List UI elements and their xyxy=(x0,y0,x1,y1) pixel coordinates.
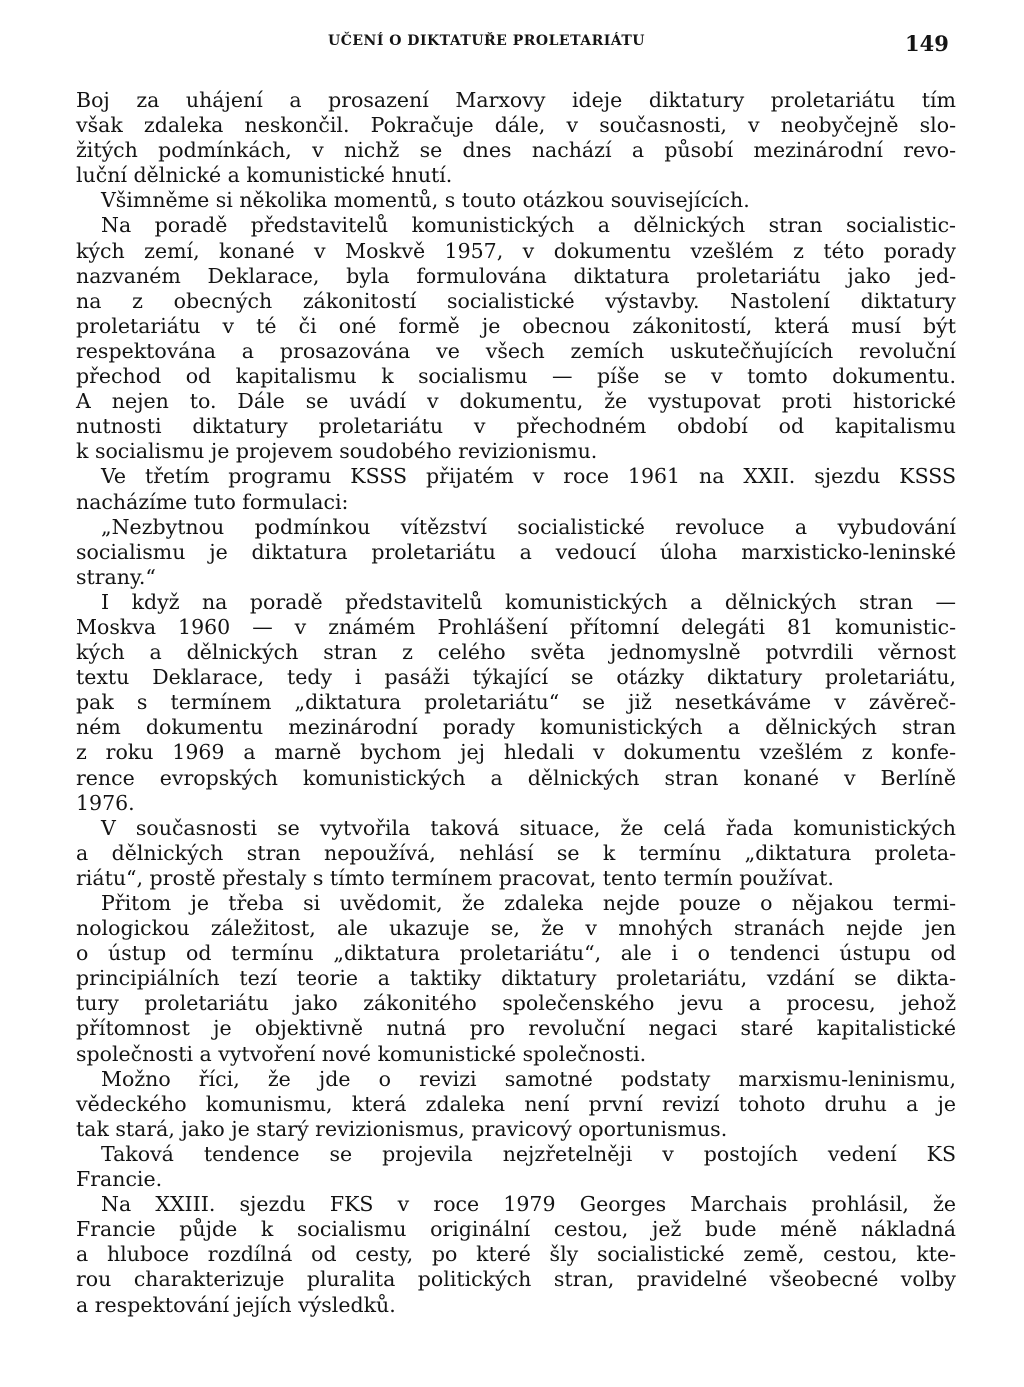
text-line: nutnosti diktatury proletariátu v přechodném období od kapitalismu xyxy=(76,414,956,439)
text-line: V současnosti se vytvořila taková situace, že celá řada komunistických xyxy=(101,815,956,840)
text-line: Všimněme si několika momentů, s touto otázkou souvisejících. xyxy=(101,188,750,213)
text-line: „Nezbytnou podmínkou vítězství socialistické revoluce a vybudování xyxy=(101,514,956,539)
text-line: rou charakterizuje pluralita politických stran, pravidelné všeobecné volby xyxy=(76,1267,956,1292)
text-line: pak s termínem „diktatura proletariátu“ se již nesetkáváme v závěreč- xyxy=(76,690,956,715)
text-line: však zdaleka neskončil. Pokračuje dále, v současnosti, v neobyčejně slo- xyxy=(76,113,956,138)
text-line: nazvaném Deklarace, byla formulována diktatura proletariátu jako jed- xyxy=(76,263,956,288)
text-line: Moskva 1960 — v známém Prohlášení přítomní delegáti 81 komunistic- xyxy=(76,614,956,639)
text-line: A nejen to. Dále se uvádí v dokumentu, že vystupovat proti historické xyxy=(76,389,956,414)
text-line: z roku 1969 a marně bychom jej hledali v dokumentu vzešlém z konfe- xyxy=(76,740,956,765)
text-line: o ústup od termínu „diktatura proletariátu“, ale i o tendenci ústupu od xyxy=(76,941,956,966)
text-line: Taková tendence se projevila nejzřetelněji v postojích vedení KS xyxy=(101,1141,956,1166)
text-line: principiálních tezí teorie a taktiky diktatury proletariátu, vzdání se dikta- xyxy=(76,966,956,991)
text-line: 1976. xyxy=(76,790,135,815)
text-line: žitých podmínkách, v nichž se dnes nachází a působí mezinárodní revo- xyxy=(76,138,956,163)
text-line: k socialismu je projevem soudobého revizionismu. xyxy=(76,439,598,464)
page-number: 149 xyxy=(905,31,949,56)
text-line: Francie. xyxy=(76,1167,163,1192)
text-line: luční dělnické a komunistické hnutí. xyxy=(76,163,453,188)
text-line: Přitom je třeba si uvědomit, že zdaleka nejde pouze o nějakou termi- xyxy=(101,891,956,915)
text-line: textu Deklarace, tedy i pasáži týkající se otázky diktatury proletariátu, xyxy=(76,665,956,690)
text-line: nacházíme tuto formulaci: xyxy=(76,489,349,514)
text-line: a respektování jejích výsledků. xyxy=(76,1292,396,1317)
text-line: tak stará, jako je starý revizionismus, pravicový oportunismus. xyxy=(76,1116,728,1141)
text-line: I když na poradě představitelů komunistických a dělnických stran — xyxy=(101,589,956,614)
text-line: Na poradě představitelů komunistických a dělnických stran socialistic- xyxy=(101,213,956,238)
text-line: Francie půjde k socialismu originální cestou, jež bude méně nákladná xyxy=(76,1217,956,1242)
text-line: vědeckého komunismu, která zdaleka není první revizí tohoto druhu a je xyxy=(76,1091,956,1116)
body-text xyxy=(76,88,956,1318)
text-line: strany.“ xyxy=(76,564,156,589)
text-line: kých a dělnických stran z celého světa jednomyslně potvrdili věrnost xyxy=(76,640,956,665)
text-line: ném dokumentu mezinárodní porady komunistických a dělnických stran xyxy=(76,715,956,740)
text-line: Možno říci, že jde o revizi samotné podstaty marxismu-leninismu, xyxy=(101,1066,956,1091)
text-line: přítomnost je objektivně nutná pro revoluční negaci staré kapitalistické xyxy=(76,1016,956,1041)
text-line: nologickou záležitost, ale ukazuje se, že v mnohých stranách nejde jen xyxy=(76,916,956,941)
text-line: a hluboce rozdílná od cesty, po které šly socialistické země, cestou, kte- xyxy=(76,1242,956,1267)
text-line: Boj za uhájení a prosazení Marxovy ideje diktatury proletariátu tím xyxy=(76,88,956,112)
text-line: společnosti a vytvoření nové komunistické společnosti. xyxy=(76,1041,647,1066)
text-line: proletariátu v té či oné formě je obecnou zákonitostí, která musí být xyxy=(76,313,956,338)
text-line: kých zemí, konané v Moskvě 1957, v dokumentu vzešlém z této porady xyxy=(76,238,956,263)
text-line: Na XXIII. sjezdu FKS v roce 1979 Georges Marchais prohlásil, že xyxy=(101,1192,956,1217)
text-line: Ve třetím programu KSSS přijatém v roce 1961 na XXII. sjezdu KSSS xyxy=(101,464,956,489)
text-line: na z obecných zákonitostí socialistické výstavby. Nastolení diktatury xyxy=(76,288,956,313)
text-line: respektována a prosazována ve všech zemích uskutečňujících revoluční xyxy=(76,338,956,363)
text-line: tury proletariátu jako zákonitého společenského jevu a procesu, jehož xyxy=(76,991,956,1016)
text-line: socialismu je diktatura proletariátu a vedoucí úloha marxisticko-leninské xyxy=(76,539,956,564)
text-line: rence evropských komunistických a dělnických stran konané v Berlíně xyxy=(76,765,956,790)
text-line: a dělnických stran nepoužívá, nehlásí se k termínu „diktatura proleta- xyxy=(76,840,956,865)
text-line: přechod od kapitalismu k socialismu — píše se v tomto dokumentu. xyxy=(76,364,956,389)
running-title: UČENÍ O DIKTATUŘE PROLETARIÁTU xyxy=(328,33,646,49)
text-line: riátu“, prostě přestaly s tímto termínem pracovat, tento termín používat. xyxy=(76,865,834,890)
